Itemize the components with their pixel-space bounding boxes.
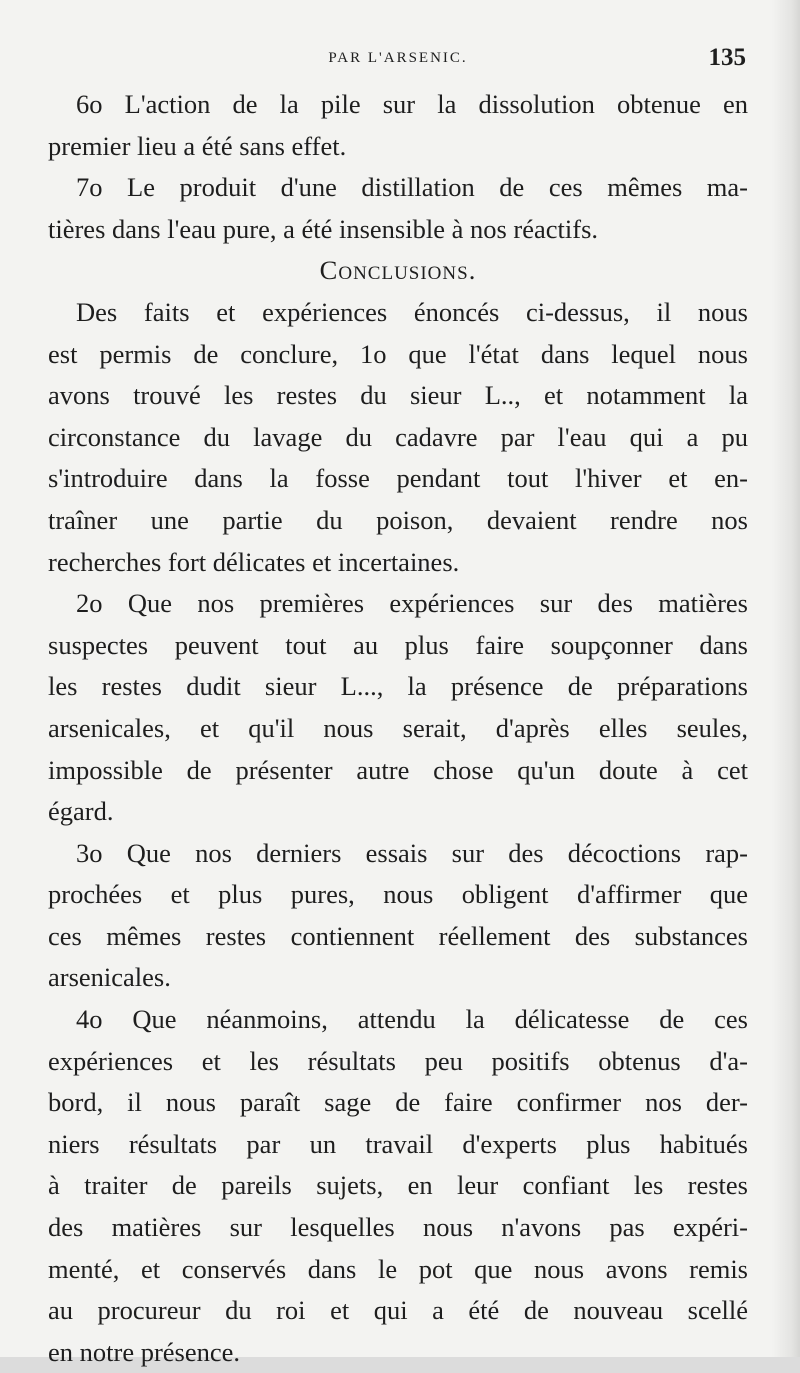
- text-line: arsenicales.: [48, 962, 171, 993]
- text-line: tières dans l'eau pure, a été insensible à nos réactifs.: [48, 213, 599, 244]
- section-heading: [48, 250, 748, 292]
- text-line: égard.: [48, 796, 114, 827]
- page-number: 135: [708, 44, 746, 71]
- text-line: 2o Que nos premières expériences sur des matières: [76, 588, 748, 619]
- text-line: 4o Que néanmoins, attendu la délicatesse de ces: [76, 1004, 748, 1035]
- page-edge-shadow: [772, 0, 800, 1357]
- text-line: au procureur du roi et qui a été de nouveau scellé: [48, 1295, 748, 1326]
- text-line: arsenicales, et qu'il nous serait, d'après elles seules,: [48, 712, 748, 743]
- text-line: 6o L'action de la pile sur la dissolution obtenue en: [76, 89, 748, 119]
- text-line: 3o Que nos derniers essais sur des décoctions rap-: [76, 837, 748, 868]
- text-line: recherches fort délicates et incertaines.: [48, 546, 460, 577]
- text-line: menté, et conservés dans le pot que nous avons remis: [48, 1253, 748, 1284]
- section-heading-text: Conclusions.: [319, 255, 477, 286]
- text-line: s'introduire dans la fosse pendant tout l'hiver et en-: [48, 463, 748, 494]
- text-line: expériences et les résultats peu positifs obtenus d'a-: [48, 1045, 748, 1076]
- text-line: premier lieu a été sans effet.: [48, 130, 347, 161]
- text-line: Des faits et expériences énoncés ci-dessus, il nous: [76, 296, 748, 327]
- text-line: traîner une partie du poison, devaient rendre nos: [48, 504, 748, 535]
- text-line: circonstance du lavage du cadavre par l'eau qui a pu: [48, 421, 748, 452]
- text-line: en notre présence.: [48, 1336, 241, 1367]
- text-line: suspectes peuvent tout au plus faire soupçonner dans: [48, 629, 748, 660]
- text-line: à traiter de pareils sujets, en leur confiant les restes: [48, 1170, 748, 1201]
- body-text: [48, 84, 748, 1373]
- text-line: ces mêmes restes contiennent réellement des substances: [48, 920, 748, 951]
- running-head: PAR L'ARSENIC.: [328, 50, 468, 66]
- text-line: niers résultats par un travail d'experts plus habitués: [48, 1128, 748, 1159]
- page-header: [48, 44, 748, 76]
- text-line: est permis de conclure, 1o que l'état dans lequel nous: [48, 338, 748, 369]
- text-line: impossible de présenter autre chose qu'un doute à cet: [48, 754, 748, 785]
- text-line: prochées et plus pures, nous obligent d'affirmer que: [48, 879, 748, 910]
- text-line: bord, il nous paraît sage de faire confirmer nos der-: [48, 1087, 748, 1118]
- text-line: avons trouvé les restes du sieur L.., et notamment la: [48, 380, 748, 411]
- text-line: les restes dudit sieur L..., la présence de préparations: [48, 671, 748, 702]
- text-line: des matières sur lesquelles nous n'avons pas expéri-: [48, 1212, 748, 1243]
- text-line: 7o Le produit d'une distillation de ces mêmes ma-: [76, 172, 748, 203]
